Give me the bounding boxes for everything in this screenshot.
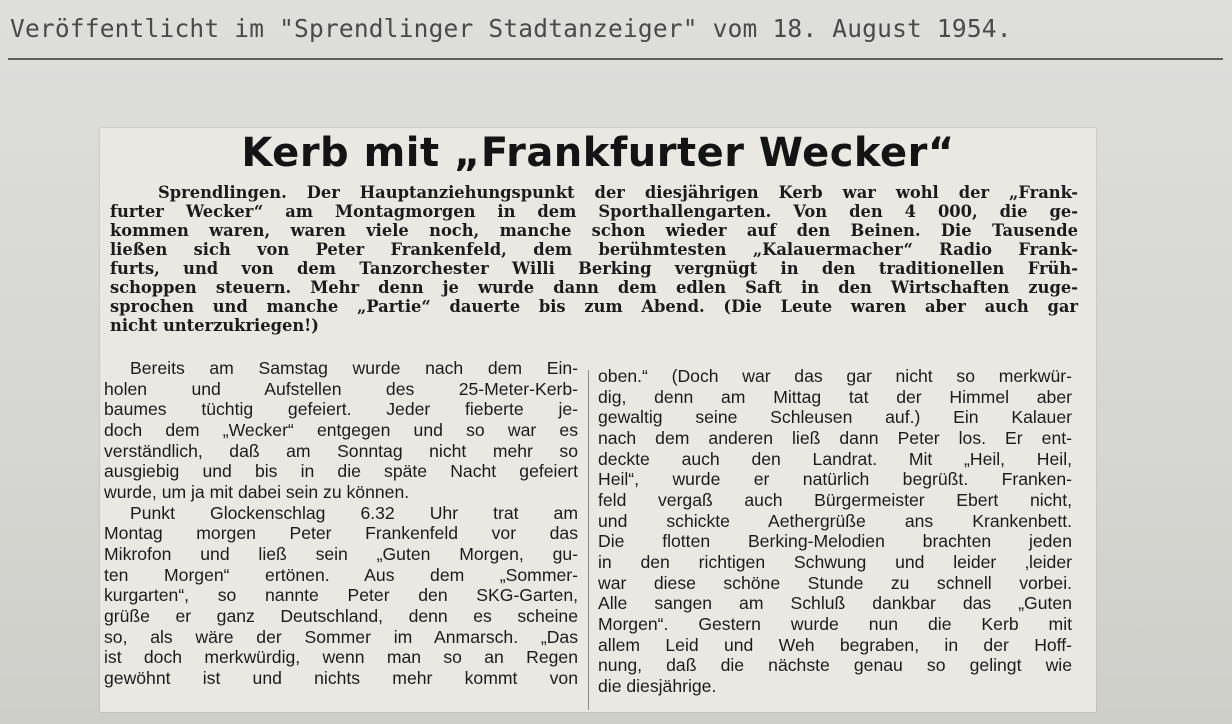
column-line: Mikrofon und ließ sein „Guten Morgen, gu- [104, 543, 578, 564]
article-column-right [598, 366, 1072, 697]
column-line: kurgarten“, so nannte Peter den SKG-Garten, [104, 585, 578, 606]
column-line: Die flotten Berking-Melodien brachten jeden [598, 531, 1072, 552]
column-line: in den richtigen Schwung und leider ‚leider [598, 551, 1072, 572]
column-line: feld vergaß auch Bürgermeister Ebert nicht, [598, 489, 1072, 510]
lead-line: kommen waren, waren viele noch, manche schon wieder auf den Beinen. Die Tausende [110, 221, 1078, 240]
column-line: Morgen“. Gestern wurde nun die Kerb mit [598, 613, 1072, 634]
article-lead [110, 183, 1078, 335]
column-line: ausgiebig und bis in die späte Nacht gefeiert [104, 461, 578, 482]
lead-line: sprochen und manche „Partie“ dauerte bis zum Abend. (Die Leute waren aber auch gar [110, 297, 1078, 316]
column-line: nung, daß die nächste genau so gelingt wie [598, 655, 1072, 676]
article-column-left [104, 358, 578, 689]
column-line: gewaltig seine Schleusen auf.) Ein Kalauer [598, 407, 1072, 428]
column-line: dig, denn am Mittag tat der Himmel aber [598, 386, 1072, 407]
column-line: war diese schöne Stunde zu schnell vorbei. [598, 572, 1072, 593]
column-line: die diesjährige. [598, 675, 717, 696]
column-line: oben.“ (Doch war das gar nicht so merkwür- [598, 366, 1072, 386]
lead-line: ließen sich von Peter Frankenfeld, dem berühmtesten „Kalauermacher“ Radio Frank- [110, 240, 1078, 259]
column-line: Heil“, wurde er natürlich begrüßt. Franken- [598, 469, 1072, 490]
lead-line: furts, und von dem Tanzorchester Willi Berking vergnügt in den traditionellen Früh- [110, 259, 1078, 278]
lead-line: nicht unterzukriegen!) [110, 316, 320, 335]
column-line: Bereits am Samstag wurde nach dem Ein- [130, 358, 578, 378]
column-line: Alle sangen am Schluß dankbar das „Guten [598, 593, 1072, 614]
column-line: und schickte Aethergrüße ans Krankenbett. [598, 510, 1072, 531]
column-line: nach dem anderen ließ dann Peter los. Er ent- [598, 427, 1072, 448]
publication-note: Veröffentlicht im "Sprendlinger Stadtanzeiger" vom 18. August 1954. [10, 14, 1012, 43]
article-headline: Kerb mit „Frankfurter Wecker“ [241, 130, 955, 176]
column-line: wurde, um ja mit dabei sein zu können. [104, 481, 410, 502]
column-line: ten Morgen“ ertönen. Aus dem „Sommer- [104, 564, 578, 585]
column-line: deckte auch den Landrat. Mit „Heil, Heil, [598, 448, 1072, 469]
lead-line: furter Wecker“ am Montagmorgen in dem Sporthallengarten. Von den 4 000, die ge- [110, 202, 1078, 221]
column-line: verständlich, daß am Sonntag nicht mehr so [104, 440, 578, 461]
column-line: holen und Aufstellen des 25-Meter-Kerb- [104, 378, 578, 399]
column-line: Montag morgen Peter Frankenfeld vor das [104, 523, 578, 544]
column-line: gewöhnt ist und nichts mehr kommt von [104, 667, 578, 688]
column-divider [588, 370, 589, 710]
column-line: ist doch merkwürdig, wenn man so an Regen [104, 647, 578, 668]
underline-rule [8, 58, 1223, 60]
column-line: baumes tüchtig gefeiert. Jeder fieberte je- [104, 399, 578, 420]
lead-line: schoppen steuern. Mehr denn je wurde dann dem edlen Saft in den Wirtschaften zuge- [110, 278, 1078, 297]
lead-line: Sprendlingen. Der Hauptanziehungspunkt der diesjährigen Kerb war wohl der „Frank- [158, 183, 1078, 202]
column-line: so, als wäre der Sommer im Anmarsch. „Das [104, 626, 578, 647]
column-line: Punkt Glockenschlag 6.32 Uhr trat am [130, 502, 578, 523]
column-line: doch dem „Wecker“ entgegen und so war es [104, 419, 578, 440]
column-line: allem Leid und Weh begraben, in der Hoff- [598, 634, 1072, 655]
column-line: grüße er ganz Deutschland, denn es scheine [104, 605, 578, 626]
